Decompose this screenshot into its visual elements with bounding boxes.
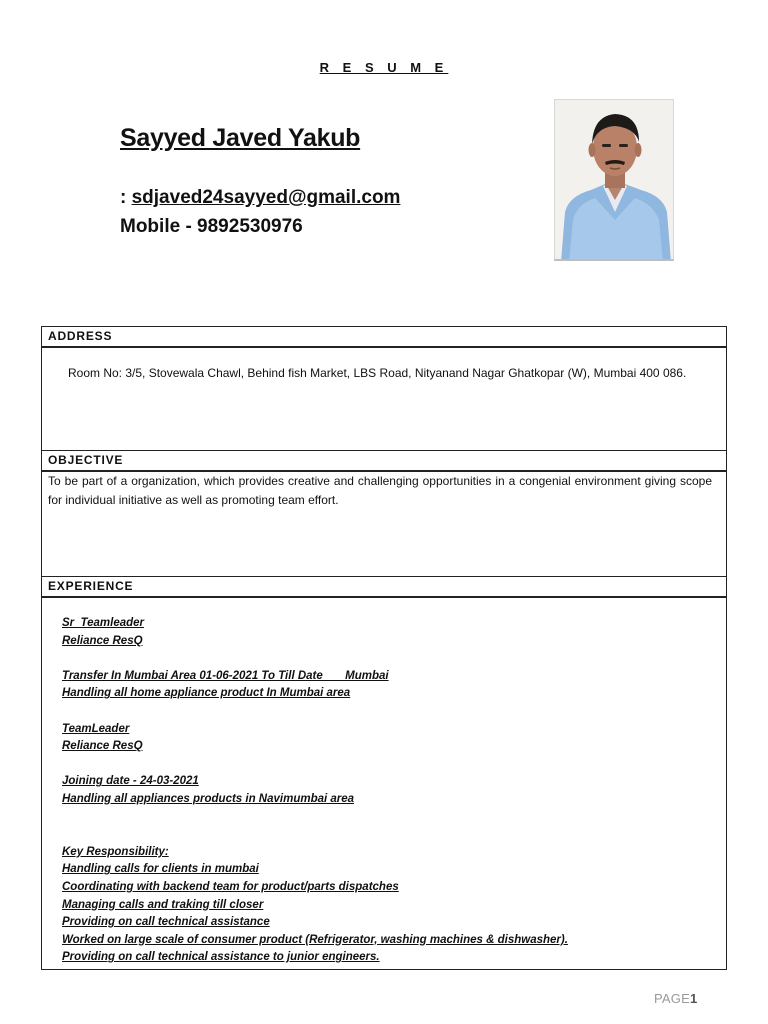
job-description: Handling all appliances products in Navimumbai area <box>62 792 355 805</box>
job-company: Reliance ResQ <box>62 634 143 647</box>
page-label: PAGE <box>654 991 690 1006</box>
page-number <box>654 991 697 1006</box>
address-text: Room No: 3/5, Stovewala Chawl, Behind fish Market, LBS Road, Nityanand Nagar Ghatkopar (W), Mumbai 400 086. <box>68 366 687 380</box>
experience-section <box>41 576 727 970</box>
job-period: Joining date - 24-03-2021 <box>62 775 199 788</box>
job-description: Handling all home appliance product In Mumbai area <box>62 687 351 700</box>
key-responsibility-heading: Key Responsibility: <box>62 845 169 858</box>
responsibility-item: Providing on call technical assistance <box>62 916 270 929</box>
email-link[interactable]: sdjaved24sayyed@gmail.com <box>131 187 401 208</box>
objective-text: To be part of a organization, which provides creative and challenging opportunities in a congenial environment giving scope for individual initiative as well as promoting team effort. <box>48 474 712 507</box>
objective-section <box>41 450 727 576</box>
job-period: Transfer In Mumbai Area 01-06-2021 To Till Date Mumbai <box>62 669 389 682</box>
experience-list <box>42 598 726 967</box>
objective-heading: OBJECTIVE <box>42 451 726 472</box>
experience-heading: EXPERIENCE <box>42 577 726 598</box>
job-title: TeamLeader <box>62 722 130 735</box>
address-heading: ADDRESS <box>42 327 726 348</box>
responsibility-item: Providing on call technical assistance to junior engineers. <box>62 951 380 964</box>
responsibility-item: Handling calls for clients in mumbai <box>62 863 259 876</box>
email-separator: : <box>120 187 127 208</box>
responsibility-item: Coordinating with backend team for product/parts dispatches <box>62 880 399 893</box>
job-title: Sr Teamleader <box>62 617 145 629</box>
address-section <box>41 326 727 450</box>
profile-photo <box>554 99 674 261</box>
candidate-name: Sayyed Javed Yakub <box>120 124 361 152</box>
responsibility-item: Managing calls and traking till closer <box>62 898 264 911</box>
responsibility-item: Worked on large scale of consumer product (Refrigerator, washing machines & dishwasher). <box>62 933 568 946</box>
document-title: R E S U M E <box>319 60 449 75</box>
email-line <box>120 187 400 209</box>
profile-photo-image <box>555 100 674 261</box>
page-number-value: 1 <box>689 991 698 1006</box>
mobile-number: Mobile - 9892530976 <box>120 216 303 237</box>
job-company: Reliance ResQ <box>62 740 143 753</box>
